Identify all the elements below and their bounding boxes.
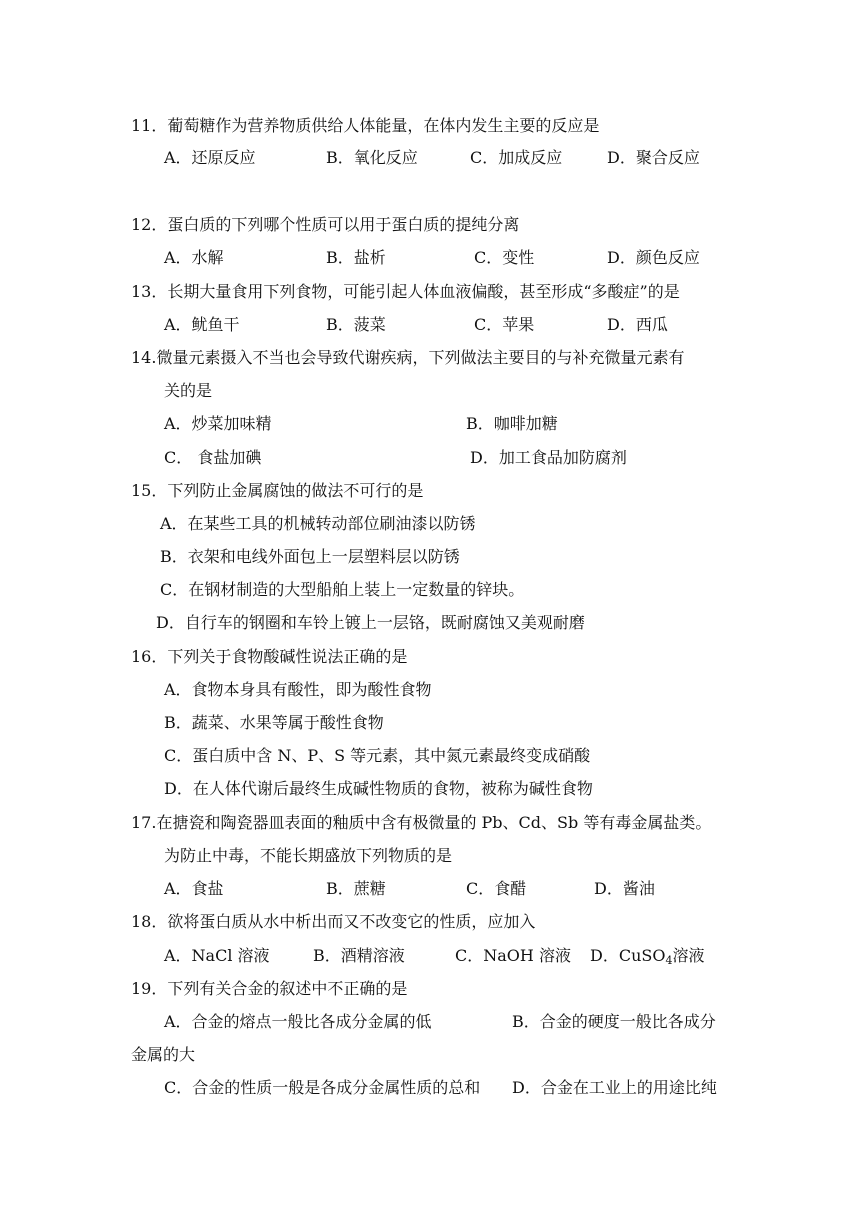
question-number: 19． (131, 979, 168, 998)
question-number: 14. (131, 348, 157, 367)
option-b: B．蔗糖 (326, 879, 386, 898)
option-b-continued: 金属的大 (131, 1045, 196, 1064)
option-b: B．合金的硬度一般比各成分 (512, 1012, 716, 1031)
question-number: 11． (131, 116, 168, 135)
option-b: B．菠菜 (326, 315, 386, 334)
question-13-stem (131, 282, 680, 302)
option-d: D．西瓜 (607, 315, 668, 334)
formula-text: D．CuSO (590, 946, 666, 965)
question-text: 葡萄糖作为营养物质供给人体能量，在体内发生主要的反应是 (167, 116, 600, 135)
question-15-stem (131, 481, 423, 501)
option-a: A．食盐 (164, 879, 224, 898)
option-d: D．酱油 (594, 879, 655, 898)
question-number: 13． (131, 282, 168, 301)
question-19-stem (131, 979, 407, 999)
option-b: B．咖啡加糖 (466, 414, 558, 433)
question-16-stem (131, 647, 407, 667)
option-a: A．水解 (164, 248, 224, 267)
question-text: 下列关于食物酸碱性说法正确的是 (167, 647, 408, 666)
option-b: B．蔬菜、水果等属于酸性食物 (164, 713, 384, 732)
option-b: B．盐析 (326, 248, 386, 267)
question-text: 下列有关合金的叙述中不正确的是 (167, 979, 408, 998)
question-14-stem-continued: 关的是 (164, 381, 213, 400)
question-number: 15． (131, 481, 168, 500)
question-17-stem-continued: 为防止中毒，不能长期盛放下列物质的是 (164, 846, 453, 865)
question-text: 蛋白质的下列哪个性质可以用于蛋白质的提纯分离 (167, 215, 520, 234)
formula-subscript: 4 (665, 954, 673, 967)
question-12-stem (131, 215, 519, 235)
option-c: C．蛋白质中含 N、P、S 等元素，其中氮元素最终变成硝酸 (164, 746, 591, 765)
option-d: D．颜色反应 (607, 248, 700, 267)
option-a: A．食物本身具有酸性，即为酸性食物 (164, 680, 432, 699)
question-14-stem (131, 348, 684, 368)
formula-suffix: 溶液 (672, 946, 705, 965)
option-b: B．氧化反应 (326, 148, 418, 167)
option-c: C．变性 (474, 248, 535, 267)
question-text: 微量元素摄入不当也会导致代谢疾病，下列做法主要目的与补充微量元素有 (156, 348, 685, 367)
question-text: 在搪瓷和陶瓷器皿表面的釉质中含有极微量的 Pb、Cd、Sb 等有毒金属盐类。 (156, 813, 712, 832)
option-d: D．加工食品加防腐剂 (470, 448, 627, 467)
question-text: 下列防止金属腐蚀的做法不可行的是 (167, 481, 424, 500)
question-11-stem (131, 116, 599, 136)
option-c: C．合金的性质一般是各成分金属性质的总和 (164, 1078, 481, 1097)
option-d: D．在人体代谢后最终生成碱性物质的食物，被称为碱性食物 (164, 779, 593, 798)
option-a: A．还原反应 (164, 148, 256, 167)
question-number: 18． (131, 912, 168, 931)
question-number: 17. (131, 813, 157, 832)
option-a: A．在某些工具的机械转动部位刷油漆以防锈 (160, 514, 476, 533)
option-d: D．合金在工业上的用途比纯 (512, 1078, 717, 1097)
option-c: C． 食盐加碘 (164, 448, 262, 467)
option-d: D．聚合反应 (607, 148, 700, 167)
option-c: C．食醋 (466, 879, 527, 898)
option-b: B．酒精溶液 (313, 946, 405, 965)
option-d: D．自行车的钢圈和车铃上镀上一层铬，既耐腐蚀又美观耐磨 (156, 613, 585, 632)
option-d (590, 946, 704, 966)
question-number: 16． (131, 647, 168, 666)
option-a: A．合金的熔点一般比各成分金属的低 (164, 1012, 432, 1031)
option-c: C．加成反应 (470, 148, 563, 167)
question-text: 长期大量食用下列食物，可能引起人体血液偏酸，甚至形成“多酸症”的是 (167, 282, 680, 301)
option-c: C．在钢材制造的大型船舶上装上一定数量的锌块。 (160, 580, 525, 599)
question-17-stem (131, 813, 711, 833)
question-text: 欲将蛋白质从水中析出而又不改变它的性质，应加入 (167, 912, 536, 931)
option-a: A．炒菜加味精 (164, 414, 272, 433)
question-18-stem (131, 912, 535, 932)
option-c: C．NaOH 溶液 (455, 946, 571, 965)
option-b: B．衣架和电线外面包上一层塑料层以防锈 (160, 547, 460, 566)
option-c: C．苹果 (474, 315, 535, 334)
question-number: 12． (131, 215, 168, 234)
option-a: A．鱿鱼干 (164, 315, 240, 334)
option-a: A．NaCl 溶液 (164, 946, 270, 965)
